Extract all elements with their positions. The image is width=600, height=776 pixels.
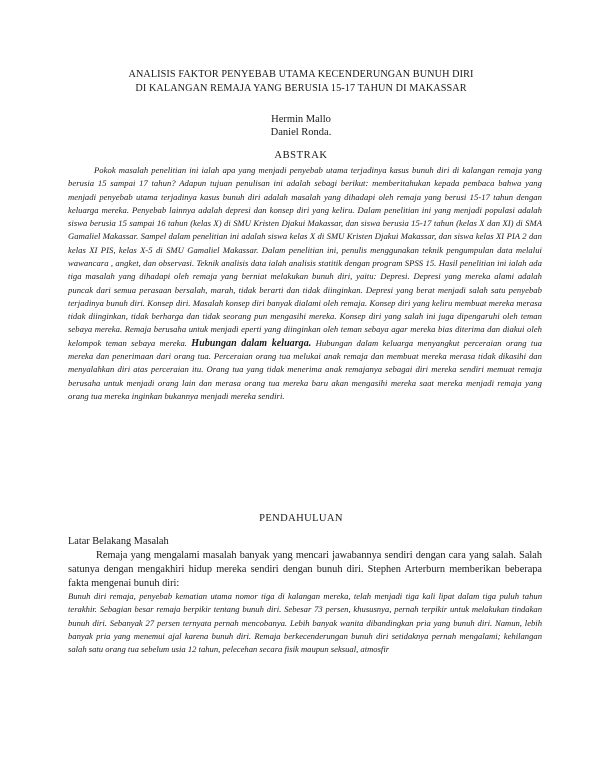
abstract-body bbox=[68, 164, 542, 403]
title-line-1: ANALISIS FAKTOR PENYEBAB UTAMA KECENDERUNGAN BUNUH DIRI bbox=[128, 69, 474, 80]
abstract-text-part-2: Hubungan dalam keluarga menyangkut perceraian orang tua mereka dan penerimaan dari orang tua. Perceraian orang tua melukai anak remaja dan membuat mereka merasa tidak dikasihi dan menyalahkan diri atas perceraian itu. Orang tua yang tidak menerima anak remajanya sebagai diri mereka sendiri memuat remaja berusaha untuk menjadi orang lain dan merasa orang tua mereka baru akan mengasihi mereka saat mereka menjadi remaja yang orang tua mereka inginkan bukannya menjadi mereka sendiri. bbox=[68, 337, 543, 401]
block-quote: Bunuh diri remaja, penyebab kematian utama nomor tiga di kalangan mereka, telah menjadi tiga kali lipat dalam tiga puluh tahun terakhir. Sebagian besar remaja berpikir tentang bunuh diri. Sebesar 73 persen, khususnya, pernah terpikir untuk melakukan tindakan bunuh diri. Sebanyak 27 persen ternyata pernah mencobanya. Lebih banyak wanita dibandingkan pria yang bunuh diri. Namun, lebih banyak pria yang menemui ajal karena bunuh diri. Remaja berkecenderungan bunuh diri setidaknya pernah mengalami; kehilangan salah satu orang tua sebelum usia 12 tahun, pelecehan secara fisik maupun seksual, atmosfir bbox=[68, 591, 542, 655]
author-1: Hermin Mallo bbox=[271, 114, 331, 125]
abstract-heading: ABSTRAK bbox=[274, 150, 328, 161]
title-line-2: DI KALANGAN REMAJA YANG BERUSIA 15-17 TAHUN DI MAKASSAR bbox=[135, 82, 467, 94]
author-2: Daniel Ronda. bbox=[270, 127, 332, 138]
abstract-text-part-1: Pokok masalah penelitian ini ialah apa yang menjadi penyebab utama terjadinya kasus bunuh diri di kalangan remaja yang berusia 15 sampai 17 tahun? Adapun tujuan penulisan ini adalah sebagi berikut: memberitahukan kepada pembaca bahwa yang menjadi penyebab utama terjadinya kasus bunuh diri adalah masalah yang dihadapi oleh remaja yang berusi 15-17 tahun dengan keluarga mereka. Penyebab lainnya adalah depresi dan konsep diri yang keliru. Dalam penelitian ini yang menjadi populasi adalah siswa berusia 15 sampai 16 tahun (kelas X) di SMU Kristen Djakui Makassar, dan siswa berusia 15-17 tahun (kelas X dan XI) di SMA Gamaliel Makassar. Sampel dalam penelitian ini adalah siswa kelas X di SMU Kristen Djakui Makassar, dan siswa kelas XI PIA 2 dan kelas XI PIS, kelas X-5 di SMU Gamaliel Makassar. Dalam penelitian ini, penulis menggunakan teknik pengumpulan data melalui wawancara , angket, dan observasi. Teknik analisis data ialah analisis statitik dengan program SPSS 15. Hasil penelitian ini ialah ada tiga masalah yang dihadapi oleh remaja yang berniat melakukan bunuh diri, yaitu: Depresi. Depresi yang mereka alami adalah puncak dari semua perasaan bersalah, marah, tidak berarti dan tidak diinginkan. Depresi yang berat menjadi salah satu penyebab terjadinya bunuh diri. Konsep diri. Masalah konsep diri banyak dialami oleh remaja. Konsep diri yang keliru membuat mereka merasa tidak diinginkan, tidak berharga dan tidak seorang pun mengasihi mereka. Konsep diri yang salah ini juga dipengaruhi oleh teman sebaya mereka. Remaja berusaha untuk menjadi eperti yang diinginkan oleh teman sebaya agar mereka bias diterima dan diakui oleh kelompok teman sebaya mereka. bbox=[68, 165, 542, 348]
author-list bbox=[60, 113, 542, 139]
section-heading-pendahuluan: PENDAHULUAN bbox=[259, 513, 343, 524]
subsection-heading: Latar Belakang Masalah bbox=[68, 536, 169, 547]
body-paragraph: Remaja yang mengalami masalah banyak yang mencari jawabannya sendiri dengan cara yang salah. Salah satunya dengan mengakhiri hidup mereka sendiri dengan bunuh diri. Stephen Arterburn memberikan beberapa fakta mengenai bunuh diri: bbox=[68, 550, 542, 590]
abstract-bold-heading: Hubungan dalam keluarga. bbox=[191, 337, 312, 349]
paper-title bbox=[60, 68, 542, 95]
